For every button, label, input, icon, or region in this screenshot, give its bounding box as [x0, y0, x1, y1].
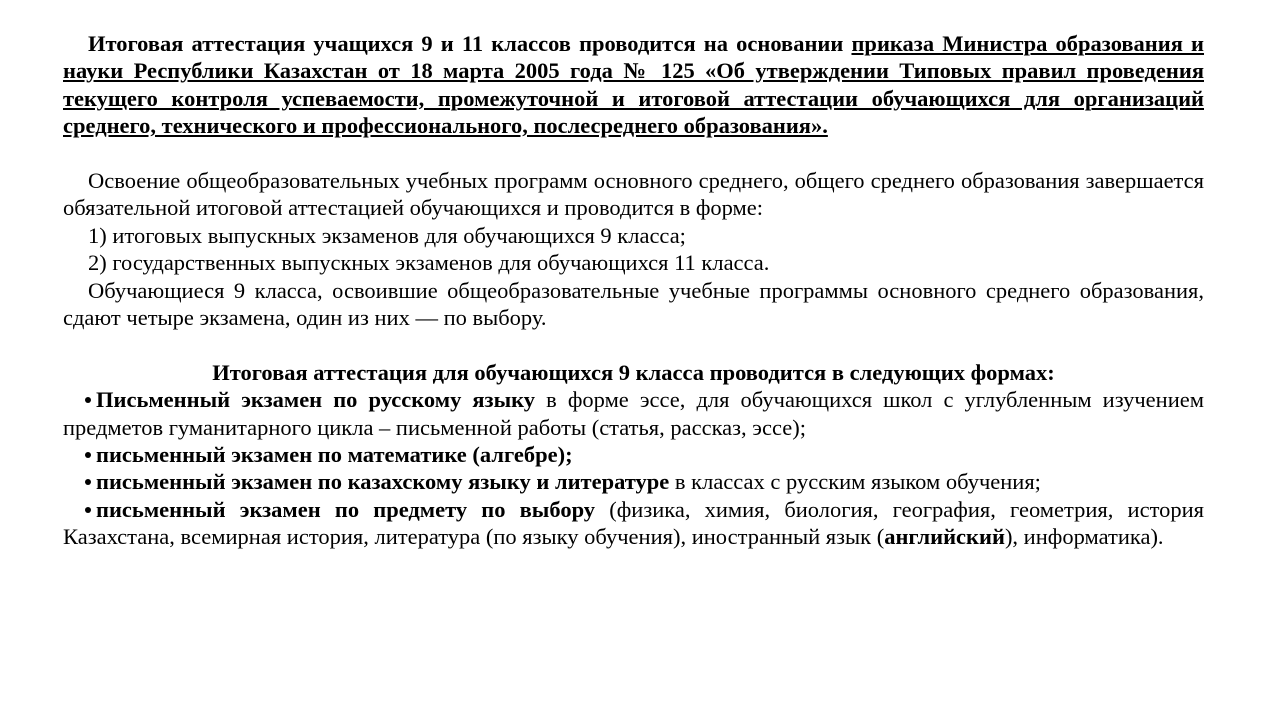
exam-kazakh-title: письменный экзамен по казахскому языку и литературе: [96, 469, 670, 495]
bullet-icon: [85, 397, 91, 403]
exam-list-item-elective: [63, 496, 1204, 551]
grade9-exams-paragraph: Обучающиеся 9 класса, освоившие общеобразовательные учебные программы основного среднего образования, сдают четыре экзамена, один из них — по выбору.: [63, 277, 1204, 331]
legal-basis-paragraph: [63, 30, 1204, 140]
exam-list-item-russian: [63, 386, 1204, 441]
exam-math-title: письменный экзамен по математике (алгебре);: [96, 442, 573, 468]
spacer: [63, 331, 1204, 358]
slide-content: [63, 30, 1204, 551]
exam-russian-desc: в форме эссе, для обучающихся школ с углубленным изучением предметов гуманитарного цикла – письменной работы (статья, рассказ, эссе);: [63, 387, 1204, 440]
bullet-icon: [85, 507, 91, 513]
forms-heading: Итоговая аттестация для обучающихся 9 класса проводится в следующих формах:: [212, 359, 1055, 385]
exam-elective-desc: (физика, химия, биология, география, геометрия, история Казахстана, всемирная история, литература (по языку обучения), иностранный язык (: [63, 496, 1204, 550]
order-reference-link: приказа Министра образования и науки Республики Казахстан от 18 марта 2005 года № 125 «Об утверждении Типовых правил проведения текущего контроля успеваемости, промежуточной и итоговой аттестации обучающихся для организаций среднего, технического и профессионального, послесреднего образования».: [63, 31, 1205, 139]
exam-elective-english: английский: [884, 524, 1005, 550]
exam-elective-title: письменный экзамен по предмету по выбору: [96, 496, 596, 522]
attestation-item-1: 1) итоговых выпускных экзаменов для обучающихся 9 класса;: [88, 222, 686, 248]
exam-list-item-kazakh: [63, 468, 1204, 495]
exam-elective-end: ), информатика).: [1004, 524, 1164, 550]
exam-kazakh-desc: в классах с русским языком обучения;: [669, 469, 1041, 495]
spacer: [63, 140, 1204, 167]
bullet-icon: [85, 479, 91, 485]
exam-list-item-math: [63, 441, 1204, 468]
attestation-item-2: 2) государственных выпускных экзаменов для обучающихся 11 класса.: [88, 250, 770, 276]
exam-russian-title: Письменный экзамен по русскому языку: [96, 387, 536, 413]
legal-basis-lead: Итоговая аттестация учащихся 9 и 11 классов проводится на основании: [88, 31, 852, 56]
bullet-icon: [85, 452, 91, 458]
attestation-paragraph: Освоение общеобразовательных учебных программ основного среднего, общего среднего образования завершается обязательной итоговой аттестацией обучающихся и проводится в форме:: [63, 168, 1204, 221]
